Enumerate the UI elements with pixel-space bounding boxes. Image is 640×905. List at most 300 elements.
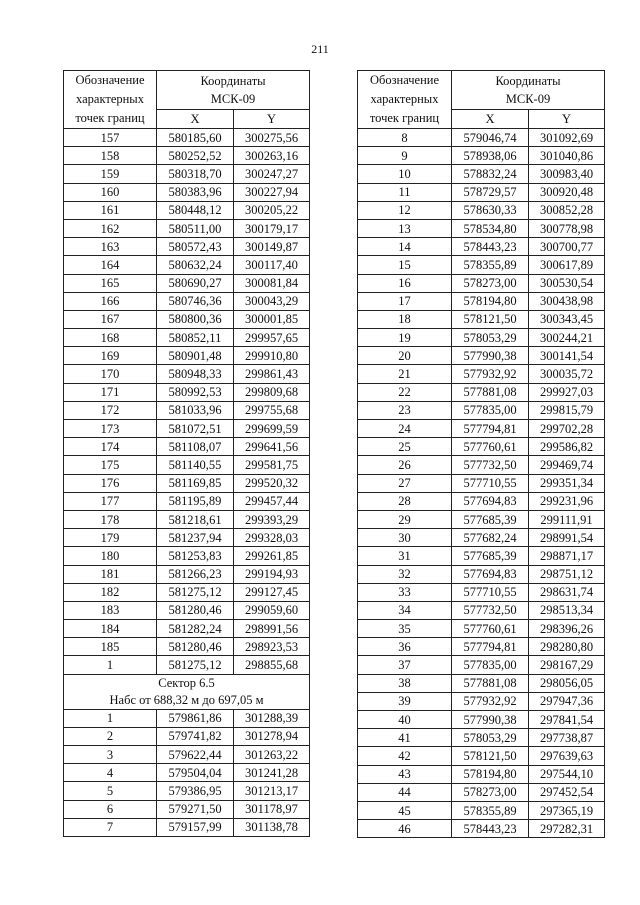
- x-coordinate-cell: 581282,24: [157, 620, 234, 638]
- point-id-cell: 169: [64, 347, 157, 365]
- y-coordinate-cell: 298056,05: [529, 674, 605, 692]
- point-id-cell: 1: [64, 656, 157, 674]
- table-row: [64, 638, 310, 656]
- table-row: [64, 383, 310, 401]
- y-coordinate-cell: 299328,03: [234, 529, 310, 547]
- point-id-cell: 14: [358, 238, 452, 256]
- point-id-cell: 182: [64, 583, 157, 601]
- header-label-cell: [358, 71, 452, 129]
- x-coordinate-cell: 581253,83: [157, 547, 234, 565]
- x-coordinate-cell: 580690,27: [157, 274, 234, 292]
- point-id-cell: 41: [358, 729, 452, 747]
- x-coordinate-cell: 579504,04: [157, 764, 234, 782]
- x-coordinate-cell: 580572,43: [157, 238, 234, 256]
- table-row: [64, 347, 310, 365]
- x-coordinate-cell: 581108,07: [157, 438, 234, 456]
- y-coordinate-cell: 297282,31: [529, 820, 605, 838]
- table-row: [358, 347, 605, 365]
- x-coordinate-cell: 581169,85: [157, 474, 234, 492]
- point-id-cell: 9: [358, 147, 452, 165]
- x-coordinate-cell: 577682,24: [452, 529, 529, 547]
- table-row: [64, 800, 310, 818]
- table-row: [64, 219, 310, 237]
- table-row: [358, 310, 605, 328]
- x-coordinate-cell: 581218,61: [157, 510, 234, 528]
- y-coordinate-cell: 299457,44: [234, 492, 310, 510]
- point-id-cell: 178: [64, 510, 157, 528]
- table-row: [64, 620, 310, 638]
- table-row: [358, 219, 605, 237]
- y-coordinate-cell: 299261,85: [234, 547, 310, 565]
- table-row: [358, 583, 605, 601]
- table-row: [64, 510, 310, 528]
- table-row: [64, 183, 310, 201]
- point-id-cell: 157: [64, 129, 157, 147]
- header-label-cell: [64, 71, 157, 129]
- point-id-cell: 25: [358, 438, 452, 456]
- x-coordinate-cell: 577794,81: [452, 638, 529, 656]
- point-id-cell: 1: [64, 709, 157, 727]
- x-coordinate-cell: 580800,36: [157, 310, 234, 328]
- x-coordinate-cell: 578729,57: [452, 183, 529, 201]
- x-coordinate-cell: 577760,61: [452, 620, 529, 638]
- x-coordinate-cell: 577835,00: [452, 656, 529, 674]
- y-coordinate-cell: 299393,29: [234, 510, 310, 528]
- y-coordinate-cell: 297365,19: [529, 801, 605, 819]
- y-coordinate-cell: 299957,65: [234, 329, 310, 347]
- table-row: [64, 474, 310, 492]
- header-coord-line: Координаты: [495, 73, 561, 88]
- y-coordinate-cell: 297738,87: [529, 729, 605, 747]
- table-row: [358, 674, 605, 692]
- x-coordinate-cell: 578053,29: [452, 329, 529, 347]
- point-id-cell: 35: [358, 620, 452, 638]
- header-coord-line: МСК-09: [210, 91, 256, 106]
- point-id-cell: 30: [358, 529, 452, 547]
- y-coordinate-cell: 297841,54: [529, 711, 605, 729]
- x-coordinate-cell: 577881,08: [452, 383, 529, 401]
- table-row: [64, 746, 310, 764]
- point-id-cell: 23: [358, 401, 452, 419]
- y-coordinate-cell: 301138,78: [234, 818, 310, 836]
- y-coordinate-cell: 300920,48: [529, 183, 605, 201]
- page-number: 211: [311, 42, 329, 56]
- table-row: [358, 547, 605, 565]
- y-coordinate-cell: 299469,74: [529, 456, 605, 474]
- point-id-cell: 32: [358, 565, 452, 583]
- coordinates-table-left: [63, 70, 310, 837]
- x-coordinate-cell: 578832,24: [452, 165, 529, 183]
- header-label-line: Обозначение: [75, 73, 145, 87]
- x-coordinate-cell: 579861,86: [157, 709, 234, 727]
- table-row: [358, 292, 605, 310]
- coordinates-table-right: [357, 70, 605, 838]
- table-row: [358, 620, 605, 638]
- table-row: [64, 782, 310, 800]
- y-coordinate-cell: 299581,75: [234, 456, 310, 474]
- y-coordinate-cell: 299815,79: [529, 401, 605, 419]
- table-row: [64, 547, 310, 565]
- table-row: [64, 529, 310, 547]
- y-coordinate-cell: 299861,43: [234, 365, 310, 383]
- point-id-cell: 20: [358, 347, 452, 365]
- x-coordinate-cell: 580852,11: [157, 329, 234, 347]
- point-id-cell: 10: [358, 165, 452, 183]
- table-row: [358, 165, 605, 183]
- y-coordinate-cell: 300700,77: [529, 238, 605, 256]
- point-id-cell: 11: [358, 183, 452, 201]
- point-id-cell: 39: [358, 692, 452, 710]
- point-id-cell: 164: [64, 256, 157, 274]
- x-coordinate-cell: 579386,95: [157, 782, 234, 800]
- sector-subtitle-row: [64, 692, 310, 710]
- point-id-cell: 5: [64, 782, 157, 800]
- y-coordinate-cell: 299059,60: [234, 601, 310, 619]
- table-row: [358, 365, 605, 383]
- y-coordinate-cell: 297452,54: [529, 783, 605, 801]
- x-coordinate-cell: 579622,44: [157, 746, 234, 764]
- x-coordinate-cell: 580318,70: [157, 165, 234, 183]
- x-coordinate-cell: 577694,83: [452, 565, 529, 583]
- y-coordinate-cell: 299641,56: [234, 438, 310, 456]
- y-coordinate-cell: 300035,72: [529, 365, 605, 383]
- x-coordinate-cell: 578534,80: [452, 219, 529, 237]
- x-coordinate-cell: 581140,55: [157, 456, 234, 474]
- x-coordinate-cell: 577932,92: [452, 692, 529, 710]
- point-id-cell: 167: [64, 310, 157, 328]
- y-coordinate-cell: 300247,27: [234, 165, 310, 183]
- table-row: [358, 711, 605, 729]
- x-coordinate-cell: 581266,23: [157, 565, 234, 583]
- y-coordinate-cell: 300117,40: [234, 256, 310, 274]
- x-coordinate-cell: 578121,50: [452, 310, 529, 328]
- point-id-cell: 159: [64, 165, 157, 183]
- table-row: [64, 565, 310, 583]
- y-coordinate-cell: 298631,74: [529, 583, 605, 601]
- y-coordinate-cell: 299910,80: [234, 347, 310, 365]
- table-row: [358, 510, 605, 528]
- x-coordinate-cell: 577990,38: [452, 347, 529, 365]
- table-row: [64, 818, 310, 836]
- table-row: [358, 783, 605, 801]
- table-row: [358, 747, 605, 765]
- x-coordinate-cell: 580948,33: [157, 365, 234, 383]
- y-coordinate-cell: 298991,56: [234, 620, 310, 638]
- table-row: [64, 438, 310, 456]
- sector-title-row: [64, 674, 310, 692]
- x-coordinate-cell: 578443,23: [452, 820, 529, 838]
- y-coordinate-cell: 298396,26: [529, 620, 605, 638]
- table-row: [358, 274, 605, 292]
- table-row: [358, 801, 605, 819]
- table-row: [64, 165, 310, 183]
- point-id-cell: 28: [358, 492, 452, 510]
- x-coordinate-cell: 580901,48: [157, 347, 234, 365]
- point-id-cell: 160: [64, 183, 157, 201]
- y-coordinate-cell: 300227,94: [234, 183, 310, 201]
- x-coordinate-cell: 577694,83: [452, 492, 529, 510]
- table-row: [64, 764, 310, 782]
- y-coordinate-cell: 301241,28: [234, 764, 310, 782]
- x-coordinate-cell: 577710,55: [452, 474, 529, 492]
- y-coordinate-cell: 297544,10: [529, 765, 605, 783]
- point-id-cell: 37: [358, 656, 452, 674]
- y-coordinate-cell: 298855,68: [234, 656, 310, 674]
- header-x: X: [452, 109, 529, 128]
- point-id-cell: 15: [358, 256, 452, 274]
- y-coordinate-cell: 298923,53: [234, 638, 310, 656]
- y-coordinate-cell: 298513,34: [529, 601, 605, 619]
- x-coordinate-cell: 581275,12: [157, 583, 234, 601]
- x-coordinate-cell: 578194,80: [452, 292, 529, 310]
- x-coordinate-cell: 581280,46: [157, 638, 234, 656]
- sector-subtitle: Нaбс от 688,32 м до 697,05 м: [64, 692, 310, 710]
- x-coordinate-cell: 580383,96: [157, 183, 234, 201]
- point-id-cell: 175: [64, 456, 157, 474]
- header-y: Y: [529, 109, 605, 128]
- table-row: [64, 129, 310, 147]
- point-id-cell: 6: [64, 800, 157, 818]
- table-row: [358, 565, 605, 583]
- header-coord-line: Координаты: [200, 73, 266, 88]
- y-coordinate-cell: 299809,68: [234, 383, 310, 401]
- x-coordinate-cell: 577835,00: [452, 401, 529, 419]
- y-coordinate-cell: 299699,59: [234, 420, 310, 438]
- point-id-cell: 7: [64, 818, 157, 836]
- table-row: [64, 583, 310, 601]
- point-id-cell: 13: [358, 219, 452, 237]
- y-coordinate-cell: 300530,54: [529, 274, 605, 292]
- x-coordinate-cell: 577685,39: [452, 510, 529, 528]
- y-coordinate-cell: 298991,54: [529, 529, 605, 547]
- point-id-cell: 171: [64, 383, 157, 401]
- point-id-cell: 4: [64, 764, 157, 782]
- y-coordinate-cell: 298871,17: [529, 547, 605, 565]
- x-coordinate-cell: 581195,89: [157, 492, 234, 510]
- point-id-cell: 46: [358, 820, 452, 838]
- table-row: [358, 474, 605, 492]
- y-coordinate-cell: 300149,87: [234, 238, 310, 256]
- y-coordinate-cell: 299111,91: [529, 510, 605, 528]
- y-coordinate-cell: 301213,17: [234, 782, 310, 800]
- table-row: [358, 656, 605, 674]
- point-id-cell: 42: [358, 747, 452, 765]
- point-id-cell: 21: [358, 365, 452, 383]
- x-coordinate-cell: 579046,74: [452, 129, 529, 147]
- x-coordinate-cell: 577710,55: [452, 583, 529, 601]
- point-id-cell: 180: [64, 547, 157, 565]
- y-coordinate-cell: 300001,85: [234, 310, 310, 328]
- x-coordinate-cell: 579271,50: [157, 800, 234, 818]
- point-id-cell: 18: [358, 310, 452, 328]
- x-coordinate-cell: 578121,50: [452, 747, 529, 765]
- point-id-cell: 38: [358, 674, 452, 692]
- x-coordinate-cell: 581275,12: [157, 656, 234, 674]
- point-id-cell: 3: [64, 746, 157, 764]
- point-id-cell: 168: [64, 329, 157, 347]
- point-id-cell: 174: [64, 438, 157, 456]
- point-id-cell: 33: [358, 583, 452, 601]
- x-coordinate-cell: 580185,60: [157, 129, 234, 147]
- point-id-cell: 2: [64, 727, 157, 745]
- point-id-cell: 163: [64, 238, 157, 256]
- point-id-cell: 24: [358, 420, 452, 438]
- x-coordinate-cell: 577932,92: [452, 365, 529, 383]
- y-coordinate-cell: 297639,63: [529, 747, 605, 765]
- y-coordinate-cell: 301092,69: [529, 129, 605, 147]
- x-coordinate-cell: 577732,50: [452, 601, 529, 619]
- table-row: [64, 420, 310, 438]
- point-id-cell: 8: [358, 129, 452, 147]
- y-coordinate-cell: 300275,56: [234, 129, 310, 147]
- table-row: [64, 256, 310, 274]
- table-row: [358, 820, 605, 838]
- table-row: [358, 601, 605, 619]
- point-id-cell: 185: [64, 638, 157, 656]
- x-coordinate-cell: 578053,29: [452, 729, 529, 747]
- header-y: Y: [234, 109, 310, 128]
- x-coordinate-cell: 577760,61: [452, 438, 529, 456]
- y-coordinate-cell: 299351,34: [529, 474, 605, 492]
- x-coordinate-cell: 581280,46: [157, 601, 234, 619]
- y-coordinate-cell: 298751,12: [529, 565, 605, 583]
- point-id-cell: 45: [358, 801, 452, 819]
- table-row: [358, 401, 605, 419]
- point-id-cell: 40: [358, 711, 452, 729]
- point-id-cell: 181: [64, 565, 157, 583]
- point-id-cell: 158: [64, 147, 157, 165]
- table-row: [64, 201, 310, 219]
- x-coordinate-cell: 578273,00: [452, 274, 529, 292]
- header-coordinates-cell: [157, 71, 310, 110]
- y-coordinate-cell: 300081,84: [234, 274, 310, 292]
- point-id-cell: 27: [358, 474, 452, 492]
- table-row: [358, 456, 605, 474]
- x-coordinate-cell: 577685,39: [452, 547, 529, 565]
- table-row: [358, 383, 605, 401]
- table-row: [358, 420, 605, 438]
- x-coordinate-cell: 581237,94: [157, 529, 234, 547]
- point-id-cell: 166: [64, 292, 157, 310]
- point-id-cell: 44: [358, 783, 452, 801]
- table-row: [358, 765, 605, 783]
- y-coordinate-cell: 299231,96: [529, 492, 605, 510]
- x-coordinate-cell: 579157,99: [157, 818, 234, 836]
- table-row: [64, 365, 310, 383]
- table-row: [64, 656, 310, 674]
- header-x: X: [157, 109, 234, 128]
- point-id-cell: 162: [64, 219, 157, 237]
- x-coordinate-cell: 578630,33: [452, 201, 529, 219]
- table-row: [358, 729, 605, 747]
- y-coordinate-cell: 300043,29: [234, 292, 310, 310]
- table-row: [358, 438, 605, 456]
- header-label-line: характерных: [76, 92, 144, 106]
- point-id-cell: 26: [358, 456, 452, 474]
- y-coordinate-cell: 298280,80: [529, 638, 605, 656]
- point-id-cell: 34: [358, 601, 452, 619]
- table-row: [64, 401, 310, 419]
- point-id-cell: 19: [358, 329, 452, 347]
- y-coordinate-cell: 300343,45: [529, 310, 605, 328]
- sector-title: Сектор 6.5: [64, 674, 310, 692]
- point-id-cell: 177: [64, 492, 157, 510]
- point-id-cell: 22: [358, 383, 452, 401]
- x-coordinate-cell: 580252,52: [157, 147, 234, 165]
- y-coordinate-cell: 300263,16: [234, 147, 310, 165]
- x-coordinate-cell: 577881,08: [452, 674, 529, 692]
- y-coordinate-cell: 300141,54: [529, 347, 605, 365]
- point-id-cell: 172: [64, 401, 157, 419]
- x-coordinate-cell: 577794,81: [452, 420, 529, 438]
- point-id-cell: 16: [358, 274, 452, 292]
- y-coordinate-cell: 301288,39: [234, 709, 310, 727]
- y-coordinate-cell: 301040,86: [529, 147, 605, 165]
- y-coordinate-cell: 300983,40: [529, 165, 605, 183]
- y-coordinate-cell: 298167,29: [529, 656, 605, 674]
- point-id-cell: 184: [64, 620, 157, 638]
- header-coordinates-cell: [452, 71, 605, 110]
- table-row: [64, 601, 310, 619]
- y-coordinate-cell: 299755,68: [234, 401, 310, 419]
- table-row: [358, 256, 605, 274]
- y-coordinate-cell: 300205,22: [234, 201, 310, 219]
- x-coordinate-cell: 580632,24: [157, 256, 234, 274]
- table-row: [64, 456, 310, 474]
- y-coordinate-cell: 299194,93: [234, 565, 310, 583]
- y-coordinate-cell: 301263,22: [234, 746, 310, 764]
- table-row: [64, 709, 310, 727]
- x-coordinate-cell: 578273,00: [452, 783, 529, 801]
- x-coordinate-cell: 578355,89: [452, 801, 529, 819]
- table-row: [64, 147, 310, 165]
- header-label-line: точек границ: [75, 111, 145, 125]
- y-coordinate-cell: 300179,17: [234, 219, 310, 237]
- y-coordinate-cell: 301278,94: [234, 727, 310, 745]
- table-row: [358, 529, 605, 547]
- table-row: [358, 147, 605, 165]
- table-row: [358, 183, 605, 201]
- y-coordinate-cell: 300778,98: [529, 219, 605, 237]
- y-coordinate-cell: 299702,28: [529, 420, 605, 438]
- point-id-cell: 165: [64, 274, 157, 292]
- point-id-cell: 31: [358, 547, 452, 565]
- x-coordinate-cell: 580511,00: [157, 219, 234, 237]
- table-row: [64, 292, 310, 310]
- y-coordinate-cell: 299520,32: [234, 474, 310, 492]
- table-row: [64, 492, 310, 510]
- point-id-cell: 36: [358, 638, 452, 656]
- y-coordinate-cell: 300438,98: [529, 292, 605, 310]
- point-id-cell: 176: [64, 474, 157, 492]
- table-row: [358, 329, 605, 347]
- y-coordinate-cell: 301178,97: [234, 800, 310, 818]
- point-id-cell: 17: [358, 292, 452, 310]
- table-row: [64, 727, 310, 745]
- x-coordinate-cell: 578938,06: [452, 147, 529, 165]
- table-row: [358, 201, 605, 219]
- point-id-cell: 170: [64, 365, 157, 383]
- point-id-cell: 29: [358, 510, 452, 528]
- x-coordinate-cell: 581033,96: [157, 401, 234, 419]
- y-coordinate-cell: 300852,28: [529, 201, 605, 219]
- x-coordinate-cell: 580448,12: [157, 201, 234, 219]
- y-coordinate-cell: 299127,45: [234, 583, 310, 601]
- table-row: [358, 492, 605, 510]
- x-coordinate-cell: 578355,89: [452, 256, 529, 274]
- x-coordinate-cell: 580746,36: [157, 292, 234, 310]
- y-coordinate-cell: 299586,82: [529, 438, 605, 456]
